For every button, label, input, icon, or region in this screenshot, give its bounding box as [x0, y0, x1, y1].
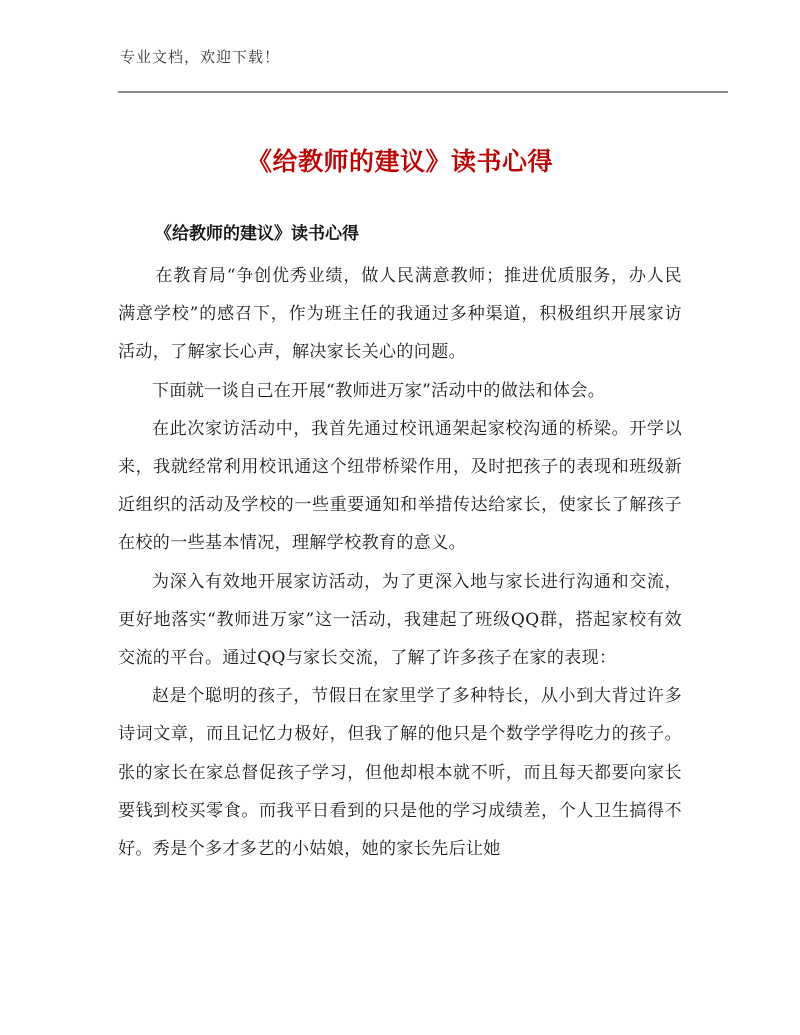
paragraph-5: 赵是个聪明的孩子，节假日在家里学了多种特长，从小到大背过许多诗词文章，而且记忆力极好，但我了解的他只是个数学学得吃力的孩子。张的家长在家总督促孩子学习，但他却根本就不听，而且每天都要向家长要钱到校买零食。而我平日看到的只是他的学习成绩差，个人卫生搞得不好。秀是个多才多艺的小姑娘，她的家长先后让她	[118, 686, 682, 860]
paragraph-1: 在教育局“争创优秀业绩，做人民满意教师；推进优质服务，办人民满意学校”的感召下，作为班主任的我通过多种渠道，积极组织开展家访活动，了解家长心声，解决家长关心的问题。	[118, 266, 682, 363]
paragraph-4: 为深入有效地开展家访活动，为了更深入地与家长进行沟通和交流，更好地落实“教师进万家”这一活动，我建起了班级QQ群，搭起家校有效交流的平台。通过QQ与家长交流，了解了许多孩子在家的表现：	[118, 571, 682, 669]
document-title: 《给教师的建议》读书心得	[246, 147, 553, 176]
paragraph-2: 下面就一谈自己在开展“教师进万家”活动中的做法和体会。	[152, 380, 606, 401]
body-text	[118, 257, 682, 868]
paragraph-3: 在此次家访活动中，我首先通过校讯通架起家校沟通的桥梁。开学以来，我就经常利用校讯通这个纽带桥梁作用，及时把孩子的表现和班级新近组织的活动及学校的一些重要通知和举措传达给家长，使家长了解孩子在校的一些基本情况，理解学校教育的意义。	[118, 418, 682, 554]
header-divider	[118, 91, 728, 93]
section-subtitle: 《给教师的建议》读书心得	[155, 224, 359, 244]
header-note: 专业文档，欢迎下载！	[120, 48, 281, 66]
